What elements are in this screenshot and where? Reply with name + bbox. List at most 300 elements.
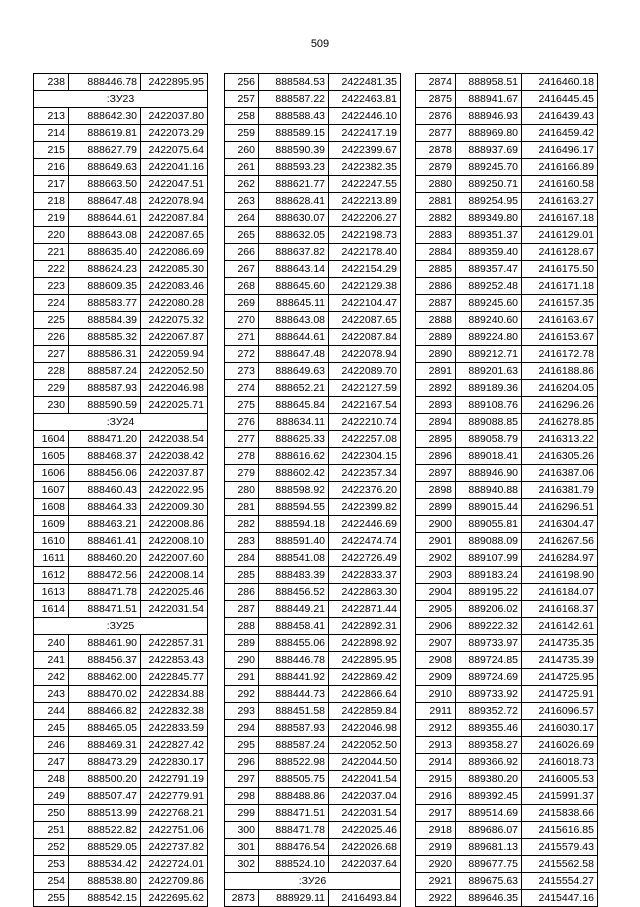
point-number: 2920 [416,856,456,873]
x-coordinate: 888522.98 [259,754,329,771]
point-number: 1613 [34,584,69,601]
y-coordinate: 2422768.21 [141,805,208,822]
point-number: 293 [225,703,259,720]
table-row [34,397,208,414]
point-number: 227 [34,346,69,363]
x-coordinate: 889392.45 [456,788,522,805]
coordinates-table-3 [415,73,598,907]
point-number: 267 [225,261,259,278]
y-coordinate: 2422357.34 [329,465,401,482]
y-coordinate: 2422037.04 [329,788,401,805]
point-number: 291 [225,669,259,686]
x-coordinate: 888940.88 [456,482,522,499]
x-coordinate: 888500.20 [69,771,141,788]
y-coordinate: 2422129.38 [329,278,401,295]
y-coordinate: 2422827.42 [141,737,208,754]
point-number: 264 [225,210,259,227]
x-coordinate: 888628.41 [259,193,329,210]
y-coordinate: 2422857.31 [141,635,208,652]
x-coordinate: 889355.46 [456,720,522,737]
x-coordinate: 888586.31 [69,346,141,363]
table-row [34,431,208,448]
point-number: 230 [34,397,69,414]
table-row [416,482,598,499]
x-coordinate: 888534.42 [69,856,141,873]
point-number: 259 [225,125,259,142]
table-row [225,278,401,295]
x-coordinate: 888471.78 [69,584,141,601]
x-coordinate: 888644.61 [69,210,141,227]
y-coordinate: 2422031.54 [141,601,208,618]
point-number: 260 [225,142,259,159]
point-number: 2881 [416,193,456,210]
y-coordinate: 2416184.07 [522,584,598,601]
x-coordinate: 889357.47 [456,261,522,278]
table-row [416,125,598,142]
y-coordinate: 2422073.29 [141,125,208,142]
point-number: 2895 [416,431,456,448]
table-row [416,176,598,193]
point-number: 262 [225,176,259,193]
point-number: 286 [225,584,259,601]
table-row [225,754,401,771]
table-row [34,720,208,737]
table-row [416,516,598,533]
x-coordinate: 889351.37 [456,227,522,244]
point-number: 302 [225,856,259,873]
table-row [225,261,401,278]
x-coordinate: 889646.35 [456,890,522,907]
y-coordinate: 2415562.58 [522,856,598,873]
table-row [34,380,208,397]
table-row [34,193,208,210]
x-coordinate: 888589.15 [259,125,329,142]
y-coordinate: 2416030.17 [522,720,598,737]
table-row [416,754,598,771]
y-coordinate: 2416267.56 [522,533,598,550]
y-coordinate: 2416171.18 [522,278,598,295]
point-number: 287 [225,601,259,618]
table-row [34,822,208,839]
y-coordinate: 2422075.32 [141,312,208,329]
y-coordinate: 2422895.95 [329,652,401,669]
y-coordinate: 2422037.64 [329,856,401,873]
x-coordinate: 888471.20 [69,431,141,448]
point-number: 2919 [416,839,456,856]
y-coordinate: 2422257.08 [329,431,401,448]
x-coordinate: 888598.92 [259,482,329,499]
x-coordinate: 888583.77 [69,295,141,312]
table-row [34,550,208,567]
x-coordinate: 888471.51 [259,805,329,822]
table-row [225,652,401,669]
y-coordinate: 2414735.39 [522,652,598,669]
table-row [416,737,598,754]
table-row [34,244,208,261]
x-coordinate: 888458.41 [259,618,329,635]
y-coordinate: 2416163.67 [522,312,598,329]
point-number: 2921 [416,873,456,890]
point-number: 240 [34,635,69,652]
point-number: 214 [34,125,69,142]
table-row [34,839,208,856]
x-coordinate: 888635.40 [69,244,141,261]
point-number: 2918 [416,822,456,839]
table-row [416,244,598,261]
y-coordinate: 2416142.61 [522,618,598,635]
table-row [34,346,208,363]
x-coordinate: 888587.93 [69,380,141,397]
table-row [416,533,598,550]
y-coordinate: 2422779.91 [141,788,208,805]
table-row [225,125,401,142]
y-coordinate: 2422206.27 [329,210,401,227]
table-row [416,686,598,703]
y-coordinate: 2422834.88 [141,686,208,703]
point-number: 2880 [416,176,456,193]
point-number: 2891 [416,363,456,380]
x-coordinate: 889724.85 [456,652,522,669]
point-number: 2915 [416,771,456,788]
point-number: 256 [225,74,259,91]
table-row [225,703,401,720]
point-number: 2914 [416,754,456,771]
x-coordinate: 888584.53 [259,74,329,91]
point-number: 269 [225,295,259,312]
x-coordinate: 889254.95 [456,193,522,210]
x-coordinate: 888460.20 [69,550,141,567]
point-number: 281 [225,499,259,516]
x-coordinate: 888647.48 [259,346,329,363]
table-row [225,635,401,652]
point-number: 2910 [416,686,456,703]
y-coordinate: 2422044.50 [329,754,401,771]
x-coordinate: 888627.79 [69,142,141,159]
table-row [225,822,401,839]
point-number: 2877 [416,125,456,142]
x-coordinate: 888649.63 [259,363,329,380]
x-coordinate: 889358.27 [456,737,522,754]
x-coordinate: 889675.63 [456,873,522,890]
x-coordinate: 888455.06 [259,635,329,652]
table-row [416,873,598,890]
y-coordinate: 2416160.58 [522,176,598,193]
y-coordinate: 2422463.81 [329,91,401,108]
point-number: 213 [34,108,69,125]
x-coordinate: 888630.07 [259,210,329,227]
point-number: 278 [225,448,259,465]
y-coordinate: 2422481.35 [329,74,401,91]
y-coordinate: 2422399.82 [329,499,401,516]
table-row [34,295,208,312]
point-number: 274 [225,380,259,397]
point-number: 246 [34,737,69,754]
point-number: 224 [34,295,69,312]
coordinates-table-2 [224,73,401,907]
point-number: 2900 [416,516,456,533]
y-coordinate: 2415554.27 [522,873,598,890]
x-coordinate: 888522.82 [69,822,141,839]
table-row [416,261,598,278]
point-number: 217 [34,176,69,193]
y-coordinate: 2422037.80 [141,108,208,125]
point-number: 2882 [416,210,456,227]
table-row [225,431,401,448]
table-row [225,839,401,856]
section-row [34,91,208,108]
x-coordinate: 888587.93 [259,720,329,737]
table-row [225,890,401,907]
point-number: 277 [225,431,259,448]
table-row [225,397,401,414]
y-coordinate: 2422052.50 [141,363,208,380]
y-coordinate: 2422446.69 [329,516,401,533]
x-coordinate: 888446.78 [69,74,141,91]
table-row [225,312,401,329]
table-row [34,142,208,159]
x-coordinate: 889240.60 [456,312,522,329]
y-coordinate: 2422087.84 [329,329,401,346]
y-coordinate: 2416175.50 [522,261,598,278]
table-row [34,873,208,890]
x-coordinate: 888588.43 [259,108,329,125]
y-coordinate: 2422898.92 [329,635,401,652]
x-coordinate: 888462.00 [69,669,141,686]
y-coordinate: 2422737.82 [141,839,208,856]
point-number: 226 [34,329,69,346]
y-coordinate: 2422087.65 [141,227,208,244]
y-coordinate: 2422026.68 [329,839,401,856]
table-row [225,210,401,227]
table-row [225,295,401,312]
y-coordinate: 2416204.05 [522,380,598,397]
y-coordinate: 2422059.94 [141,346,208,363]
table-row [416,142,598,159]
table-row [416,652,598,669]
section-label: :ЗУ23 [34,91,208,108]
y-coordinate: 2414725.91 [522,686,598,703]
table-row [416,295,598,312]
section-label: :ЗУ24 [34,414,208,431]
y-coordinate: 2422474.74 [329,533,401,550]
table-row [34,516,208,533]
point-number: 249 [34,788,69,805]
table-row [225,380,401,397]
x-coordinate: 888624.23 [69,261,141,278]
point-number: 250 [34,805,69,822]
y-coordinate: 2416460.18 [522,74,598,91]
x-coordinate: 888647.48 [69,193,141,210]
y-coordinate: 2416163.27 [522,193,598,210]
point-number: 1604 [34,431,69,448]
y-coordinate: 2422037.87 [141,465,208,482]
point-number: 242 [34,669,69,686]
table-row [416,584,598,601]
x-coordinate: 888645.11 [259,295,329,312]
table-row [416,380,598,397]
y-coordinate: 2416445.45 [522,91,598,108]
point-number: 2873 [225,890,259,907]
table-row [34,754,208,771]
table-row [225,414,401,431]
table-row [225,669,401,686]
y-coordinate: 2415616.85 [522,822,598,839]
table-row [416,465,598,482]
table-row [416,567,598,584]
table-row [416,227,598,244]
table-row [225,618,401,635]
point-number: 280 [225,482,259,499]
x-coordinate: 888529.05 [69,839,141,856]
table-row [416,856,598,873]
y-coordinate: 2422892.31 [329,618,401,635]
point-number: 225 [34,312,69,329]
y-coordinate: 2416153.67 [522,329,598,346]
point-number: 2894 [416,414,456,431]
y-coordinate: 2416168.37 [522,601,598,618]
x-coordinate: 889349.80 [456,210,522,227]
table-row [34,652,208,669]
point-number: 1612 [34,567,69,584]
table-row [416,550,598,567]
y-coordinate: 2416128.67 [522,244,598,261]
y-coordinate: 2414725.95 [522,669,598,686]
point-number: 265 [225,227,259,244]
table-row [225,227,401,244]
point-number: 1605 [34,448,69,465]
point-number: 2903 [416,567,456,584]
point-number: 275 [225,397,259,414]
x-coordinate: 888541.08 [259,550,329,567]
y-coordinate: 2422127.59 [329,380,401,397]
section-row [34,618,208,635]
x-coordinate: 889245.70 [456,159,522,176]
y-coordinate: 2422008.10 [141,533,208,550]
point-number: 221 [34,244,69,261]
point-number: 2897 [416,465,456,482]
table-row [225,516,401,533]
point-number: 285 [225,567,259,584]
point-number: 222 [34,261,69,278]
x-coordinate: 889108.76 [456,397,522,414]
table-row [34,74,208,91]
point-number: 1609 [34,516,69,533]
x-coordinate: 888460.43 [69,482,141,499]
table-row [34,771,208,788]
y-coordinate: 2422382.35 [329,159,401,176]
y-coordinate: 2422078.94 [329,346,401,363]
x-coordinate: 889055.81 [456,516,522,533]
table-row [416,74,598,91]
point-number: 218 [34,193,69,210]
x-coordinate: 888464.33 [69,499,141,516]
point-number: 2916 [416,788,456,805]
point-number: 247 [34,754,69,771]
x-coordinate: 889677.75 [456,856,522,873]
y-coordinate: 2422830.17 [141,754,208,771]
y-coordinate: 2422417.19 [329,125,401,142]
table-row [34,482,208,499]
table-row [416,805,598,822]
table-row [416,499,598,516]
point-number: 2905 [416,601,456,618]
x-coordinate: 888643.08 [69,227,141,244]
x-coordinate: 888594.18 [259,516,329,533]
point-number: 294 [225,720,259,737]
point-number: 297 [225,771,259,788]
point-number: 255 [34,890,69,907]
table-row [416,363,598,380]
x-coordinate: 888461.90 [69,635,141,652]
y-coordinate: 2422724.01 [141,856,208,873]
y-coordinate: 2422304.15 [329,448,401,465]
table-row [34,635,208,652]
table-row [416,414,598,431]
x-coordinate: 889206.02 [456,601,522,618]
y-coordinate: 2422038.54 [141,431,208,448]
y-coordinate: 2416096.57 [522,703,598,720]
x-coordinate: 888472.56 [69,567,141,584]
table-row [225,346,401,363]
point-number: 245 [34,720,69,737]
y-coordinate: 2422087.65 [329,312,401,329]
y-coordinate: 2416284.97 [522,550,598,567]
point-number: 2888 [416,312,456,329]
section-label: :ЗУ25 [34,618,208,635]
y-coordinate: 2422213.89 [329,193,401,210]
y-coordinate: 2416381.79 [522,482,598,499]
x-coordinate: 888645.60 [259,278,329,295]
y-coordinate: 2422008.86 [141,516,208,533]
point-number: 270 [225,312,259,329]
y-coordinate: 2416496.17 [522,142,598,159]
table-row [225,601,401,618]
y-coordinate: 2422154.29 [329,261,401,278]
point-number: 2899 [416,499,456,516]
x-coordinate: 889681.13 [456,839,522,856]
section-row [225,873,401,890]
y-coordinate: 2422008.14 [141,567,208,584]
x-coordinate: 889359.40 [456,244,522,261]
x-coordinate: 888585.32 [69,329,141,346]
x-coordinate: 888645.84 [259,397,329,414]
table-row [416,397,598,414]
table-row [416,839,598,856]
x-coordinate: 888634.11 [259,414,329,431]
x-coordinate: 889686.07 [456,822,522,839]
point-number: 241 [34,652,69,669]
y-coordinate: 2422832.38 [141,703,208,720]
y-coordinate: 2422178.40 [329,244,401,261]
x-coordinate: 889201.63 [456,363,522,380]
x-coordinate: 889252.48 [456,278,522,295]
point-number: 299 [225,805,259,822]
table-row [34,465,208,482]
y-coordinate: 2416157.35 [522,295,598,312]
page-number: 509 [310,38,330,50]
point-number: 2906 [416,618,456,635]
section-row [34,414,208,431]
point-number: 248 [34,771,69,788]
y-coordinate: 2422009.30 [141,499,208,516]
point-number: 2898 [416,482,456,499]
x-coordinate: 889189.36 [456,380,522,397]
x-coordinate: 888649.63 [69,159,141,176]
table-row [34,890,208,907]
table-row [34,669,208,686]
point-number: 2887 [416,295,456,312]
y-coordinate: 2422247.55 [329,176,401,193]
